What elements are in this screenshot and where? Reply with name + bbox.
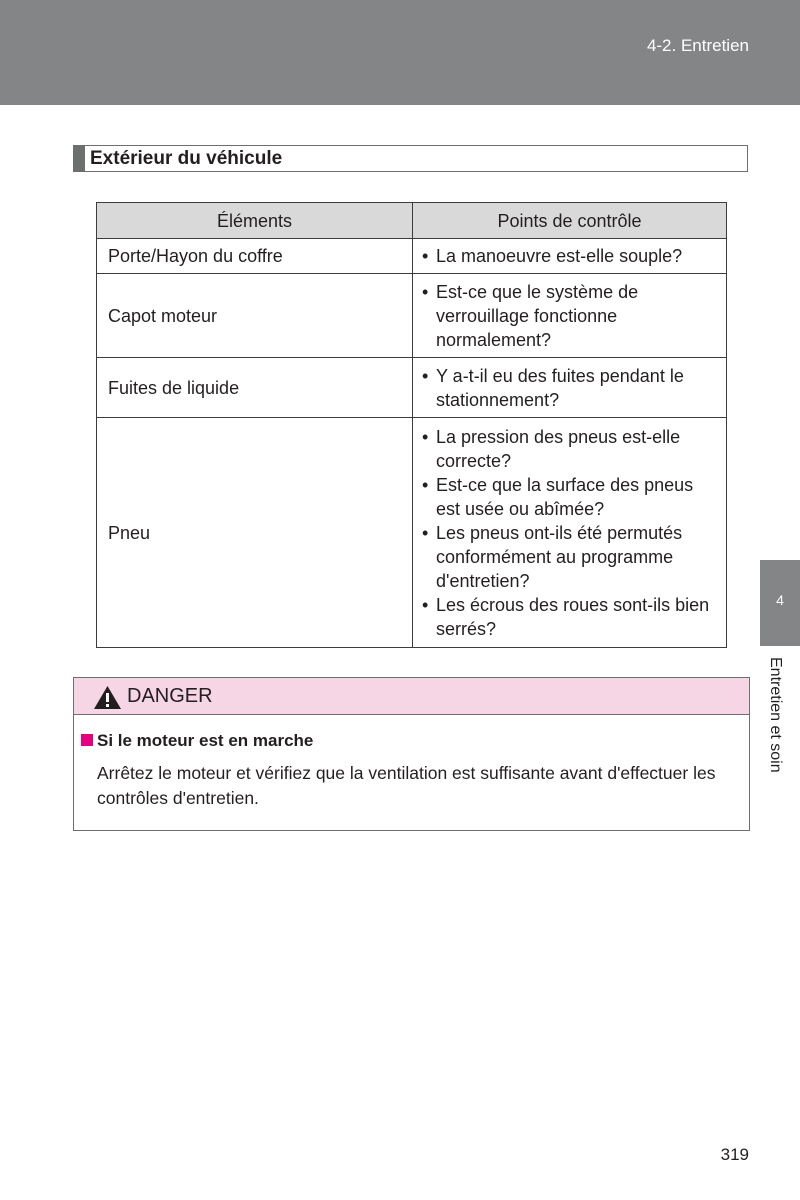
- check-item: • Les pneus ont-ils été permutés conformément au programme d'entretien?: [422, 521, 720, 593]
- warning-triangle-icon: [93, 685, 122, 710]
- danger-box: [73, 677, 750, 831]
- element-cell: Capot moteur: [97, 274, 413, 358]
- column-header-checks: Points de contrôle: [413, 203, 727, 239]
- danger-subtitle: [81, 731, 313, 751]
- section-title: Extérieur du véhicule: [90, 148, 283, 169]
- checks-cell: [413, 239, 727, 274]
- page-number: 319: [720, 1145, 749, 1164]
- checks-cell: [413, 418, 727, 648]
- check-item: • Est-ce que le système de verrouillage fonctionne normalement?: [422, 280, 720, 352]
- danger-header: [74, 678, 749, 715]
- table-header-row: [97, 203, 727, 239]
- chapter-title: 4-2. Entretien: [646, 36, 749, 55]
- chapter-tab: [760, 560, 800, 646]
- inspection-table: [96, 202, 727, 648]
- checks-cell: [413, 358, 727, 418]
- page-header: [0, 0, 800, 105]
- check-item: • Les écrous des roues sont-ils bien serrés?: [422, 593, 720, 641]
- chapter-side-label: Entretien et soin: [767, 657, 784, 773]
- check-item: • Est-ce que la surface des pneus est usée ou abîmée?: [422, 473, 720, 521]
- danger-text: Arrêtez le moteur et vérifiez que la ventilation est suffisante avant d'effectuer les contrôles d'entretien.: [97, 763, 716, 808]
- element-cell: Pneu: [97, 418, 413, 648]
- square-bullet-icon: [81, 734, 93, 746]
- danger-subtitle-text: Si le moteur est en marche: [97, 731, 314, 750]
- table-row: [97, 418, 727, 648]
- table-row: [97, 358, 727, 418]
- checks-cell: [413, 274, 727, 358]
- column-header-elements: Éléments: [97, 203, 413, 239]
- chapter-number: 4: [776, 592, 784, 608]
- element-cell: Porte/Hayon du coffre: [97, 239, 413, 274]
- table-row: [97, 239, 727, 274]
- table-row: [97, 274, 727, 358]
- check-item: • La manoeuvre est-elle souple?: [422, 244, 720, 268]
- danger-label: DANGER: [127, 685, 213, 707]
- section-title-box: [73, 145, 748, 172]
- element-cell: Fuites de liquide: [97, 358, 413, 418]
- check-item: • Y a-t-il eu des fuites pendant le stationnement?: [422, 364, 720, 412]
- check-item: • La pression des pneus est-elle correcte?: [422, 425, 720, 473]
